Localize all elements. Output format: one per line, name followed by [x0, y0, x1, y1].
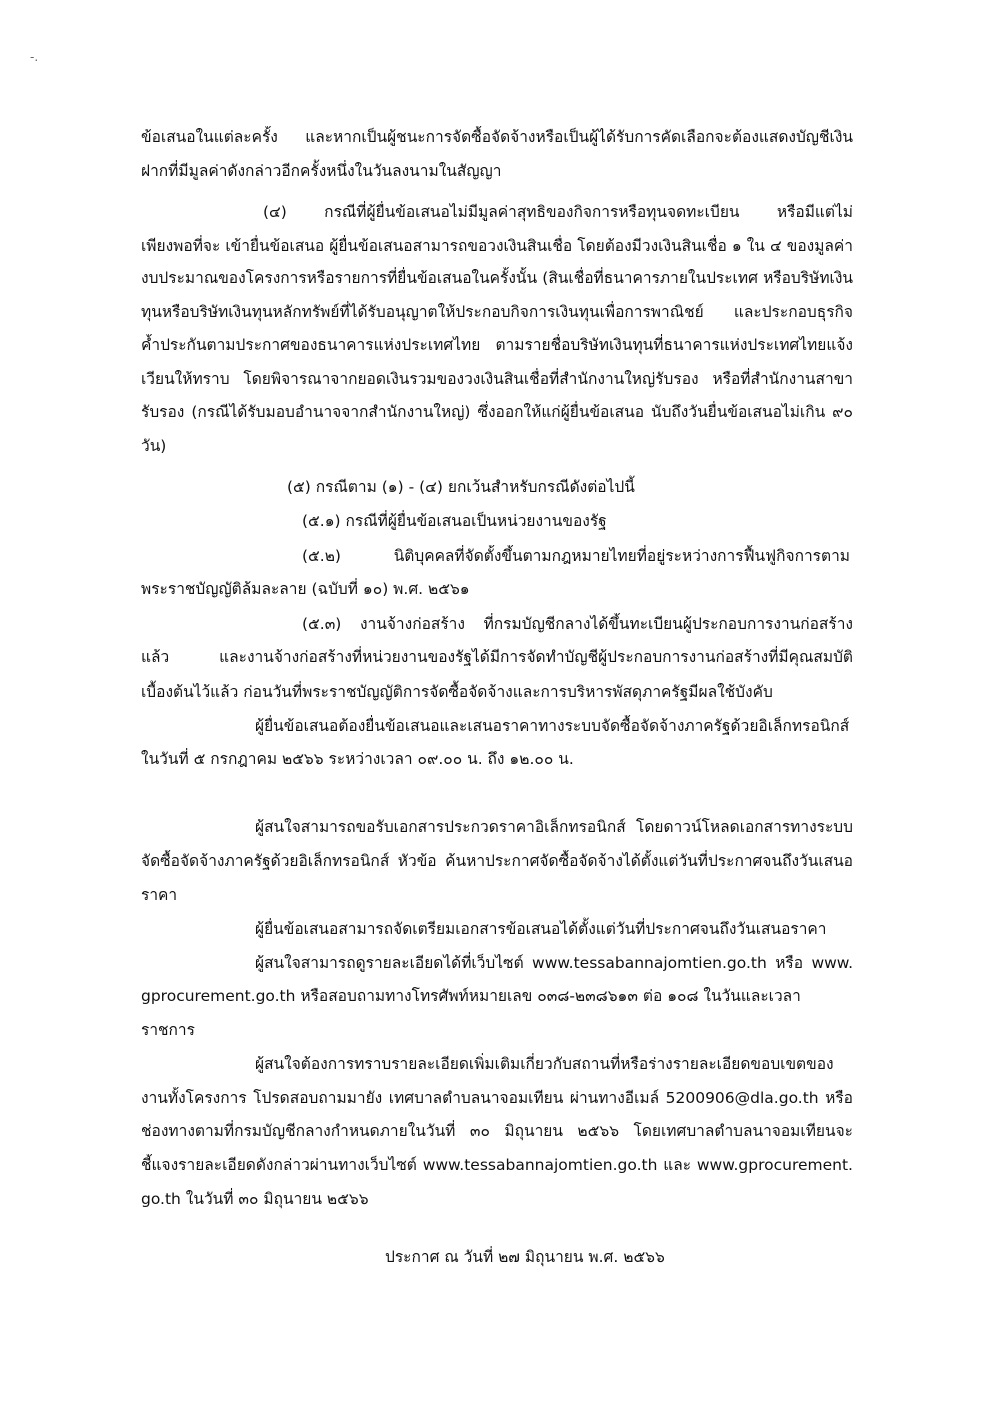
text-line: ข้อเสนอในแต่ละครั้ง และหากเป็นผู้ชนะการจัดซื้อจัดจ้างหรือเป็นผู้ได้รับการคัดเลือกจะต้องแสดงบัญชีเงิน [141, 128, 853, 146]
text-line: ค้ำประกันตามประกาศของธนาคารแห่งประเทศไทย ตามรายชื่อบริษัทเงินทุนที่ธนาคารแห่งประเทศไทยแจ้ง [141, 336, 853, 354]
text-line: วัน) [141, 437, 167, 455]
clause-5-1: (๕.๑) กรณีที่ผู้ยื่นข้อเสนอเป็นหน่วยงานของรัฐ [302, 512, 607, 530]
clause-5-2: (๕.๒) นิติบุคคลที่จัดตั้งขึ้นตามกฎหมายไทยที่อยู่ระหว่างการฟื้นฟูกิจการตาม [302, 547, 850, 565]
text-line: ผู้ยื่นข้อเสนอต้องยื่นข้อเสนอและเสนอราคาทางระบบจัดซื้อจัดจ้างภาครัฐด้วยอิเล็กทรอนิกส์ [255, 717, 850, 735]
text-line: ผู้สนใจสามารถดูรายละเอียดได้ที่เว็บไซต์ www.tessabannajomtien.go.th หรือ www. [255, 954, 853, 972]
text-line: รับรอง (กรณีได้รับมอบอำนาจจากสำนักงานใหญ่) ซึ่งออกให้แก่ผู้ยื่นข้อเสนอ นับถึงวันยื่นข้อเสนอไม่เกิน ๙๐ [141, 403, 853, 421]
text-line: ราชการ [141, 1021, 195, 1039]
text-line: ราคา [141, 886, 178, 904]
text-line: ทุนหรือบริษัทเงินทุนหลักทรัพย์ที่ได้รับอนุญาตให้ประกอบกิจการเงินทุนเพื่อการพาณิชย์ และประกอบธุรกิจ [141, 303, 853, 321]
text-line: เบื้องต้นไว้แล้ว ก่อนวันที่พระราชบัญญัติการจัดซื้อจัดจ้างและการบริหารพัสดุภาครัฐมีผลใช้บังคับ [141, 683, 773, 701]
text-line: gprocurement.go.th หรือสอบถามทางโทรศัพท์หมายเลข ๐๓๘-๒๓๘๖๑๓ ต่อ ๑๐๘ ในวันและเวลา [141, 987, 801, 1005]
text-line: ฝากที่มีมูลค่าดังกล่าวอีกครั้งหนึ่งในวันลงนามในสัญญา [141, 162, 502, 180]
text-line: ช่องทางตามที่กรมบัญชีกลางกำหนดภายในวันที่ ๓๐ มิถุนายน ๒๕๖๖ โดยเทศบาลตำบลนาจอมเทียนจะ [141, 1122, 853, 1140]
text-line: ชี้แจงรายละเอียดดังกล่าวผ่านทางเว็บไซต์ www.tessabannajomtien.go.th และ www.gprocurement. [141, 1156, 853, 1174]
text-line: แล้ว และงานจ้างก่อสร้างที่หน่วยงานของรัฐได้มีการจัดทำบัญชีผู้ประกอบการงานก่อสร้างที่มีคุณสมบัติ [141, 648, 853, 666]
announcement-date: ประกาศ ณ วันที่ ๒๗ มิถุนายน พ.ศ. ๒๕๖๖ [385, 1248, 665, 1266]
text-line: ผู้สนใจต้องการทราบรายละเอียดเพิ่มเติมเกี่ยวกับสถานที่หรือร่างรายละเอียดขอบเขตของ [255, 1055, 834, 1073]
text-line: งานทั้งโครงการ โปรดสอบถามมายัง เทศบาลตำบลนาจอมเทียน ผ่านทางอีเมล์ 5200906@dla.go.th หรือ [141, 1089, 853, 1107]
text-line: พระราชบัญญัติล้มละลาย (ฉบับที่ ๑๐) พ.ศ. ๒๕๖๑ [141, 580, 470, 598]
text-line: งบประมาณของโครงการหรือรายการที่ยื่นข้อเสนอในครั้งนั้น (สินเชื่อที่ธนาคารภายในประเทศ หรือบริษัทเงิน [141, 269, 853, 287]
text-line: ผู้สนใจสามารถขอรับเอกสารประกวดราคาอิเล็กทรอนิกส์ โดยดาวน์โหลดเอกสารทางระบบ [255, 818, 853, 836]
scan-mark: -. [30, 50, 39, 64]
text-line: จัดซื้อจัดจ้างภาครัฐด้วยอิเล็กทรอนิกส์ หัวข้อ ค้นหาประกาศจัดซื้อจัดจ้างได้ตั้งแต่วันที่ประกาศจนถึงวันเสนอ [141, 852, 853, 870]
text-line: เวียนให้ทราบ โดยพิจารณาจากยอดเงินรวมของวงเงินสินเชื่อที่สำนักงานใหญ่รับรอง หรือที่สำนักงานสาขา [141, 370, 853, 388]
text-line: go.th ในวันที่ ๓๐ มิถุนายน ๒๕๖๖ [141, 1190, 369, 1208]
text-line: (๔) กรณีที่ผู้ยื่นข้อเสนอไม่มีมูลค่าสุทธิของกิจการหรือทุนจดทะเบียน หรือมีแต่ไม่ [263, 203, 853, 221]
prepare-paragraph: ผู้ยื่นข้อเสนอสามารถจัดเตรียมเอกสารข้อเสนอได้ตั้งแต่วันที่ประกาศจนถึงวันเสนอราคา [255, 920, 827, 938]
text-line: เพียงพอที่จะ เข้ายื่นข้อเสนอ ผู้ยื่นข้อเสนอสามารถขอวงเงินสินเชื่อ โดยต้องมีวงเงินสินเชื่อ ๑ ใน ๔ ของมูลค่า [141, 237, 853, 255]
clause-5-heading: (๕) กรณีตาม (๑) - (๔) ยกเว้นสำหรับกรณีดังต่อไปนี้ [287, 478, 635, 496]
text-line: ในวันที่ ๕ กรกฎาคม ๒๕๖๖ ระหว่างเวลา ๐๙.๐๐ น. ถึง ๑๒.๐๐ น. [141, 750, 574, 768]
clause-5-3: (๕.๓) งานจ้างก่อสร้าง ที่กรมบัญชีกลางได้ขึ้นทะเบียนผู้ประกอบการงานก่อสร้าง [302, 615, 853, 633]
